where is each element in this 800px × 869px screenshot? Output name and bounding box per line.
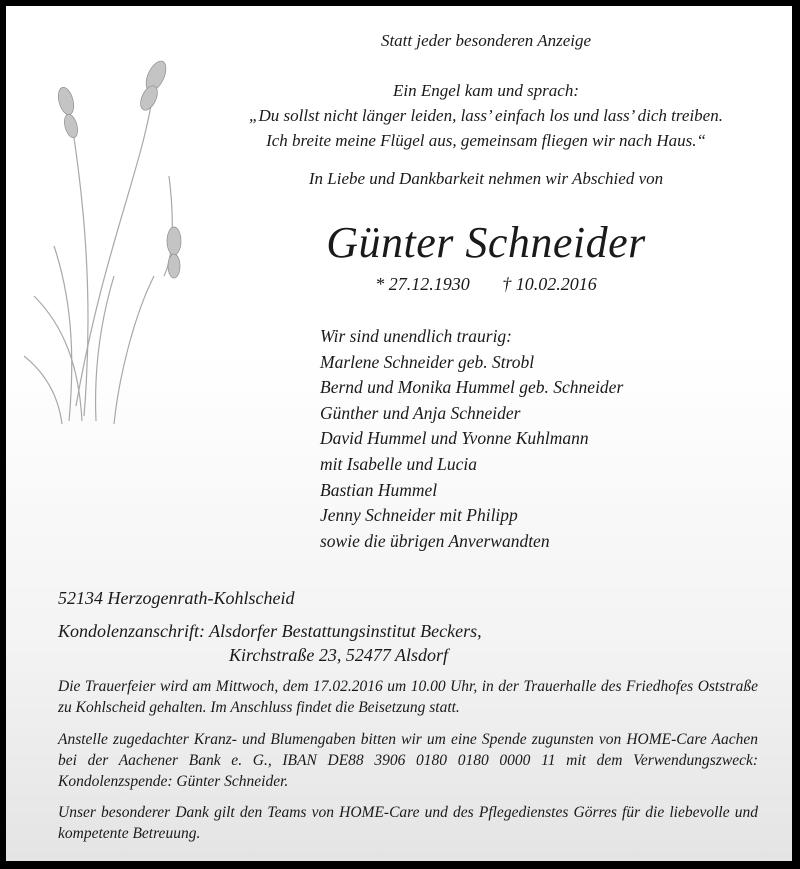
obituary-notice: [6, 6, 792, 861]
condolence-address-line1: Kondolenzanschrift: Alsdorfer Bestattungsinstitut Beckers,: [58, 621, 482, 641]
mourner-line: Marlene Schneider geb. Strobl: [320, 351, 535, 372]
poem-line: Ich breite meine Flügel aus, gemeinsam fliegen wir nach Haus.“: [266, 131, 706, 150]
intro-line: In Liebe und Dankbarkeit nehmen wir Abschied von: [308, 169, 664, 188]
mourner-line: Jenny Schneider mit Philipp: [320, 505, 518, 526]
deceased-name: Günter Schneider: [326, 218, 646, 267]
mourner-line: Wir sind unendlich traurig:: [320, 326, 513, 346]
mourner-line: sowie die übrigen Anverwandten: [320, 530, 550, 551]
mourner-line: mit Isabelle und Lucia: [320, 453, 477, 474]
condolence-address-line2: Kirchstraße 23, 52477 Alsdorf: [229, 645, 449, 665]
wheat-icon: [24, 46, 204, 426]
location: 52134 Herzogenrath-Kohlscheid: [58, 588, 295, 608]
poem-line: Ein Engel kam und sprach:: [392, 81, 580, 100]
mourner-line: David Hummel und Yvonne Kuhlmann: [320, 428, 589, 449]
poem-line: „Du sollst nicht länger leiden, lass’ einfach los und lass’ dich treiben.: [249, 106, 723, 125]
mourner-line: Bernd und Monika Hummel geb. Schneider: [320, 377, 624, 398]
death-date: † 10.02.2016: [502, 274, 597, 294]
thanks-paragraph: Unser besonderer Dank gilt den Teams von HOME-Care und des Pflegedienstes Görres für die liebevolle und kompetente Betreuung.: [58, 804, 758, 842]
mourners-list: [320, 324, 623, 554]
life-dates: [186, 274, 786, 295]
mourner-line: Günther und Anja Schneider: [320, 402, 521, 423]
mourner-line: Bastian Hummel: [320, 479, 438, 500]
donation-paragraph: Anstelle zugedachter Kranz- und Blumengaben bitten wir um eine Spende zugunsten von HOME-Care Aachen bei der Aachener Bank e. G., IBAN DE88 3906 0180 0180 0000 11 mit dem Verwendungszweck: Kondolenzspende: Günter Schneider.: [58, 731, 758, 790]
poem: [186, 78, 786, 153]
birth-date: * 27.12.1930: [375, 274, 470, 294]
ceremony-paragraph: Die Trauerfeier wird am Mittwoch, dem 17.02.2016 um 10.00 Uhr, in der Trauerhalle des Friedhofes Oststraße zu Kohlscheid gehalten. Im Anschluss findet die Beisetzung statt.: [58, 678, 758, 716]
header-line: Statt jeder besonderen Anzeige: [380, 31, 592, 50]
